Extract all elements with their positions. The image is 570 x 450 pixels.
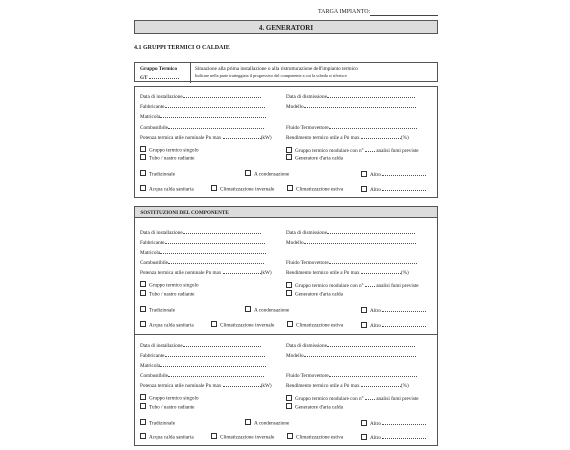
data-installazione-field[interactable]: Data di installazione [140,92,261,100]
sost-a-rendimento[interactable]: Rendimento termico utile a Pn max (%) [286,270,409,276]
acqua-checkbox[interactable]: Acqua calda sanitaria [140,185,194,193]
clim-est-checkbox[interactable]: Climatizzazione estiva [287,185,343,193]
fabbricante-field[interactable]: Fabbricante [140,102,265,110]
combustibile-field[interactable]: Combustibile [140,123,264,131]
sost-a-clim-inv[interactable]: Climatizzazione invernale [211,321,274,329]
sost-a-gruppo-modulare[interactable]: Gruppo termico modulare con n° analisi fumi previste [286,281,419,289]
gruppo-singolo-checkbox[interactable]: Gruppo termico singolo [140,146,199,154]
sostituzioni-box [134,206,438,446]
sost-b-fluido[interactable]: Fluido Termovettore [286,371,417,379]
sost-b-tubo[interactable]: Tubo / nastro radiante [140,403,194,411]
sost-b-clim-inv[interactable]: Climatizzazione invernale [211,433,274,441]
sost-b-altro[interactable]: Altro [361,419,426,427]
sostituzioni-header [134,206,438,218]
gruppo-termico-box [134,62,438,82]
sost-a-data-installazione[interactable]: Data di installazione [140,228,261,236]
sost-a-combustibile[interactable]: Combustibile [140,258,264,266]
data-dismissione-field[interactable]: Data di dismissione [286,92,415,100]
sost-a-clim-est[interactable]: Climatizzazione estiva [287,321,343,329]
sost-a-matricola[interactable]: Matricola [140,248,266,256]
sost-b-altro-2[interactable]: Altro [361,433,426,441]
sost-b-generatore-aria[interactable]: Generatore d'aria calda [286,403,343,411]
form-block-1 [134,86,438,198]
sost-a-generatore-aria[interactable]: Generatore d'aria calda [286,290,343,298]
sost-a-altro[interactable]: Altro [361,306,426,314]
altro-checkbox-2[interactable]: Altro [361,185,426,193]
potenza-field[interactable]: Potenza termica utile nominale Pn max (kW) [140,135,272,141]
modello-field[interactable]: Modello [286,102,416,110]
gruppo-label: Gruppo Termico [140,66,178,72]
sostituzioni-title: SOSTITUZIONI DEL COMPONENTE [140,210,229,217]
sost-b-gruppo-singolo[interactable]: Gruppo termico singolo [140,394,199,402]
gruppo-divider [190,63,191,83]
tubo-checkbox[interactable]: Tubo / nastro radiante [140,154,194,162]
subsection-title: 4.1 GRUPPI TERMICI O CALDAIE [134,45,230,51]
rendimento-field[interactable]: Rendimento termico utile a Pn max (%) [286,135,409,141]
sost-a-tradizionale[interactable]: Tradizionale [140,306,175,314]
sost-b-potenza[interactable]: Potenza termica utile nominale Pn max (kW) [140,383,272,389]
sost-a-altro-2[interactable]: Altro [361,321,426,329]
sost-a-potenza[interactable]: Potenza termica utile nominale Pn max (kW) [140,270,272,276]
gruppo-situazione: Situazione alla prima installazione o alla ristrutturazione dell'impianto termico [195,66,358,72]
sost-a-tubo[interactable]: Tubo / nastro radiante [140,290,194,298]
matricola-field[interactable]: Matricola [140,112,266,120]
sost-b-condensazione[interactable]: A condensazione [245,419,289,427]
sost-a-fabbricante[interactable]: Fabbricante [140,238,265,246]
gruppo-nota: Indicare nella parte tratteggiata il progressivo del componente a cui la scheda si riferisce [195,73,347,78]
sost-b-tradizionale[interactable]: Tradizionale [140,419,175,427]
section-title-bar [134,20,438,34]
altro-checkbox[interactable]: Altro [361,170,426,178]
gruppo-modulare-checkbox[interactable]: Gruppo termico modulare con n° analisi fumi previste [286,146,419,154]
sost-b-rendimento[interactable]: Rendimento termico utile a Pn max (%) [286,383,409,389]
sost-a-gruppo-singolo[interactable]: Gruppo termico singolo [140,281,199,289]
targa-impianto-label: TARGA IMPIANTO: [318,9,371,15]
gruppo-code: GT [140,73,179,81]
sost-b-fabbricante[interactable]: Fabbricante [140,351,265,359]
sostituzioni-divider [135,334,438,335]
sost-a-data-dismissione[interactable]: Data di dismissione [286,228,415,236]
sost-a-modello[interactable]: Modello [286,238,416,246]
generatore-aria-checkbox[interactable]: Generatore d'aria calda [286,154,343,162]
targa-impianto-field[interactable] [370,15,438,16]
sost-b-modello[interactable]: Modello [286,351,416,359]
sost-b-matricola[interactable]: Matricola [140,361,266,369]
sost-b-combustibile[interactable]: Combustibile [140,371,264,379]
condensazione-checkbox[interactable]: A condensazione [245,170,289,178]
clim-inv-checkbox[interactable]: Climatizzazione invernale [211,185,274,193]
sost-b-gruppo-modulare[interactable]: Gruppo termico modulare con n° analisi fumi previste [286,394,419,402]
sost-a-acqua[interactable]: Acqua calda sanitaria [140,321,194,329]
sost-b-data-dismissione[interactable]: Data di dismissione [286,341,415,349]
sost-b-clim-est[interactable]: Climatizzazione estiva [287,433,343,441]
sost-b-data-installazione[interactable]: Data di installazione [140,341,261,349]
sost-a-fluido[interactable]: Fluido Termovettore [286,258,417,266]
section-title: 4. GENERATORI [258,24,314,32]
tradizionale-checkbox[interactable]: Tradizionale [140,170,175,178]
sost-a-condensazione[interactable]: A condensazione [245,306,289,314]
fluido-field[interactable]: Fluido Termovettore [286,123,417,131]
sost-b-acqua[interactable]: Acqua calda sanitaria [140,433,194,441]
